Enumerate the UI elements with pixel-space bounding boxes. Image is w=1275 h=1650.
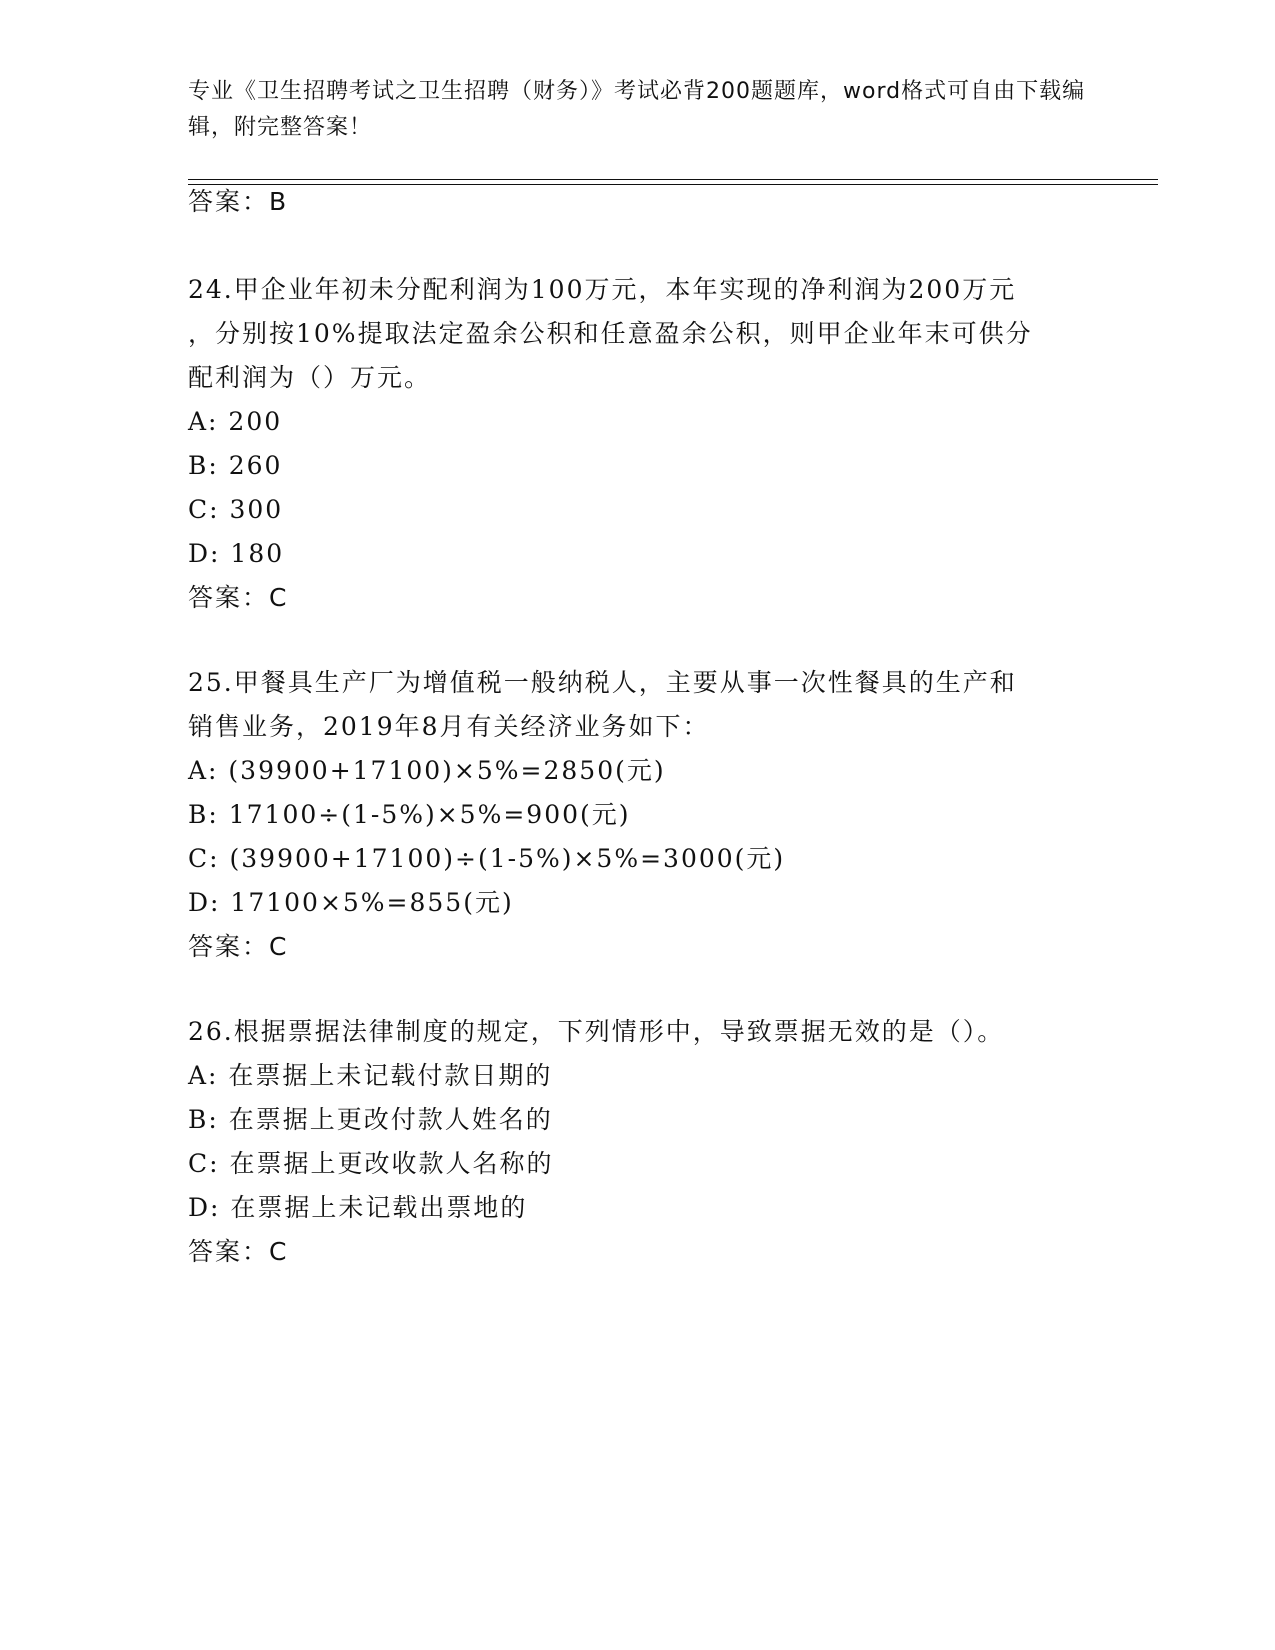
header-rule-bottom (188, 184, 1158, 185)
question-24-option-d: D: 180 (188, 539, 285, 568)
question-25-option-a: A: (39900+17100)×5%=2850(元) (188, 756, 666, 785)
question-24-option-b: B: 260 (188, 451, 283, 480)
question-26-answer: 答案：C (188, 1237, 289, 1266)
question-26-line-1: 26.根据票据法律制度的规定，下列情形中，导致票据无效的是（）。 (188, 1017, 1005, 1046)
document-header: 专业《卫生招聘考试之卫生招聘（财务）》考试必背200题题库，word格式可自由下载编辑，附完整答案！ (188, 79, 1086, 140)
question-25-line-1: 25.甲餐具生产厂为增值税一般纳税人，主要从事一次性餐具的生产和 (188, 668, 1017, 697)
question-24-option-c: C: 300 (188, 495, 284, 524)
question-26-option-b: B: 在票据上更改付款人姓名的 (188, 1105, 553, 1134)
question-25-answer: 答案：C (188, 932, 289, 961)
question-25-option-b: B: 17100÷(1-5%)×5%=900(元) (188, 800, 631, 829)
question-24-line-3: 配利润为（）万元。 (188, 363, 432, 392)
question-24-line-2: ，分别按10%提取法定盈余公积和任意盈余公积，则甲企业年末可供分 (188, 319, 1033, 348)
previous-answer: 答案：B (188, 187, 289, 216)
question-25-option-d: D: 17100×5%=855(元) (188, 888, 514, 917)
question-26-option-d: D: 在票据上未记载出票地的 (188, 1193, 528, 1222)
question-26-option-a: A: 在票据上未记载付款日期的 (188, 1061, 553, 1090)
question-25-line-2: 销售业务，2019年8月有关经济业务如下： (188, 712, 710, 741)
question-24-option-a: A: 200 (188, 407, 283, 436)
header-rule-top (188, 179, 1158, 180)
question-26-option-c: C: 在票据上更改收款人名称的 (188, 1149, 554, 1178)
question-24-answer: 答案：C (188, 583, 289, 612)
question-24-line-1: 24.甲企业年初未分配利润为100万元，本年实现的净利润为200万元 (188, 275, 1017, 304)
question-25-option-c: C: (39900+17100)÷(1-5%)×5%=3000(元) (188, 844, 786, 873)
